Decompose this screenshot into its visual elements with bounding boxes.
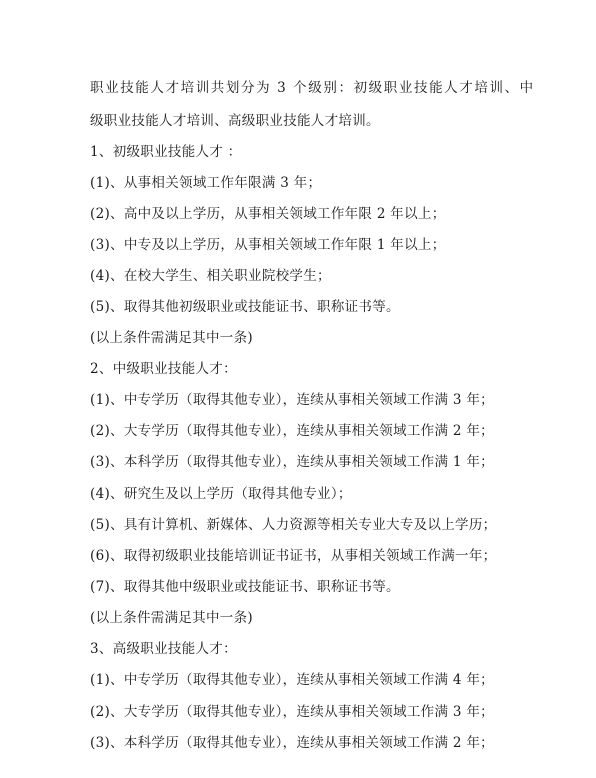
section-3-heading: 3、高级职业技能人才： bbox=[90, 641, 237, 657]
section-2-item-3: (3)、本科学历（取得其他专业），连续从事相关领域工作满 1 年； bbox=[90, 454, 494, 470]
section-2-item-6: (6)、取得初级职业技能培训证书证书，从事相关领域工作满一年； bbox=[90, 548, 497, 564]
section-2-item-4: (4)、研究生及以上学历（取得其他专业）； bbox=[90, 486, 352, 502]
intro-line-1: 职业技能人才培训共划分为 3 个级别：初级职业技能人才培训、中 bbox=[90, 80, 535, 96]
section-2-item-7: (7)、取得其他中级职业或技能证书、职称证书等。 bbox=[90, 579, 400, 595]
section-1-note: (以上条件需满足其中一条) bbox=[90, 330, 253, 346]
section-1-item-5: (5)、取得其他初级职业或技能证书、职称证书等。 bbox=[90, 299, 400, 315]
section-2-item-2: (2)、大专学历（取得其他专业），连续从事相关领域工作满 2 年； bbox=[90, 423, 494, 439]
section-3-item-3: (3)、本科学历（取得其他专业），连续从事相关领域工作满 2 年； bbox=[90, 735, 494, 751]
intro-line-2: 级职业技能人才培训、高级职业技能人才培训。 bbox=[90, 113, 380, 129]
section-2-heading: 2、中级职业技能人才： bbox=[90, 361, 237, 377]
section-3-item-2: (2)、大专学历（取得其他专业），连续从事相关领域工作满 3 年； bbox=[90, 704, 494, 720]
section-3-item-1: (1)、中专学历（取得其他专业），连续从事相关领域工作满 4 年； bbox=[90, 672, 494, 688]
section-2-item-1: (1)、中专学历（取得其他专业），连续从事相关领域工作满 3 年； bbox=[90, 392, 494, 408]
section-1-item-4: (4)、在校大学生、相关职业院校学生； bbox=[90, 268, 331, 284]
section-1-heading: 1、初级职业技能人才 ： bbox=[90, 144, 242, 160]
section-2-item-5: (5)、具有计算机、新媒体、人力资源等相关专业大专及以上学历； bbox=[90, 517, 497, 533]
section-1-item-3: (3)、中专及以上学历，从事相关领域工作年限 1 年以上； bbox=[90, 237, 446, 253]
section-1-item-1: (1)、从事相关领域工作年限满 3 年； bbox=[90, 175, 322, 191]
section-2-note: (以上条件需满足其中一条) bbox=[90, 610, 253, 626]
section-1-item-2: (2)、高中及以上学历，从事相关领域工作年限 2 年以上； bbox=[90, 206, 446, 222]
